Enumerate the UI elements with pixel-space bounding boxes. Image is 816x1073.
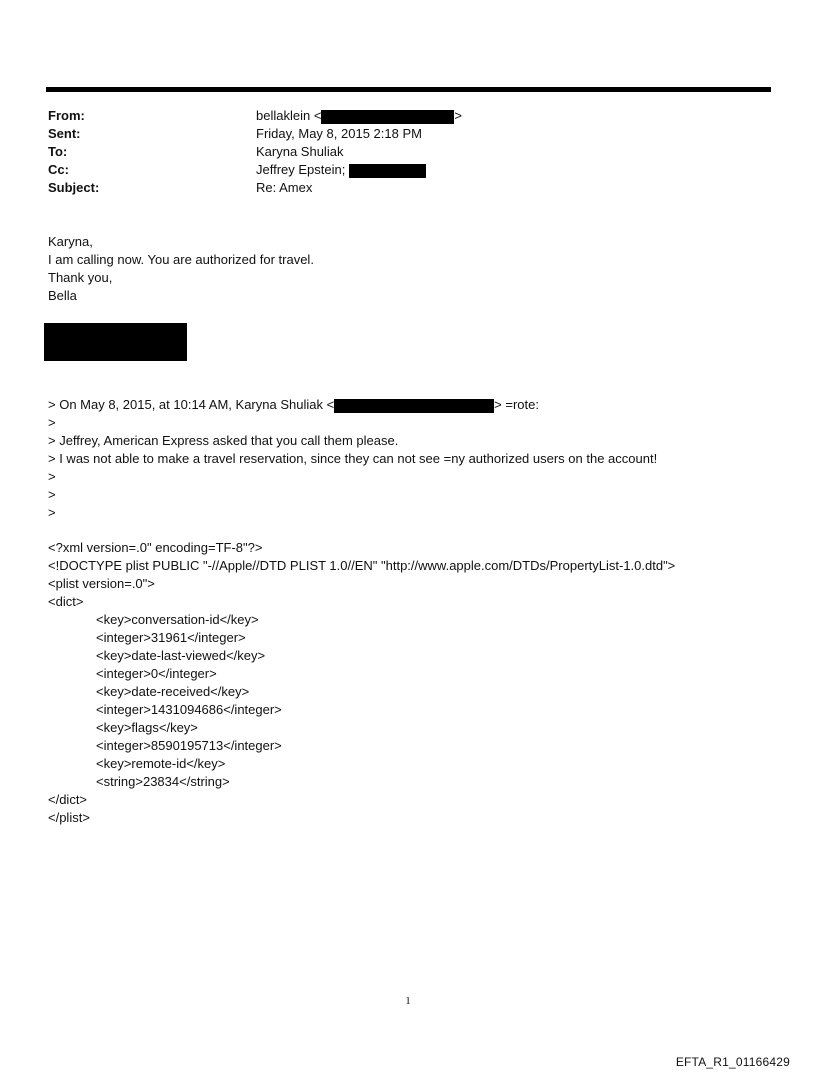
xml-line: <string>23834</string> xyxy=(96,774,230,789)
redacted-signature-block xyxy=(44,323,187,361)
cc-label: Cc: xyxy=(48,162,69,177)
quoted-line: > Jeffrey, American Express asked that you call them please. xyxy=(48,433,399,448)
from-value xyxy=(256,107,462,125)
to-label: To: xyxy=(48,144,68,159)
xml-line: <key>date-received</key> xyxy=(96,684,250,699)
from-value-prefix: bellaklein < xyxy=(256,108,322,123)
bates-number: EFTA_R1_01166429 xyxy=(675,1055,790,1069)
xml-line: </dict> xyxy=(48,792,88,807)
xml-line: <key>flags</key> xyxy=(96,720,198,735)
xml-line: <dict> xyxy=(48,594,84,609)
quoted-line: > I was not able to make a travel reservation, since they can not see =ny authorized users on the account! xyxy=(48,451,658,466)
xml-line: <integer>0</integer> xyxy=(96,666,217,681)
quoted-intro xyxy=(48,396,539,414)
redacted-email xyxy=(334,399,494,413)
xml-line: <integer>8590195713</integer> xyxy=(96,738,282,753)
header-rule xyxy=(46,87,771,92)
quoted-line: > xyxy=(48,505,56,520)
redacted-email xyxy=(321,110,454,124)
quoted-intro-prefix: > On May 8, 2015, at 10:14 AM, Karyna Shuliak < xyxy=(48,397,335,412)
body-line: I am calling now. You are authorized for travel. xyxy=(48,252,314,267)
quoted-line: > xyxy=(48,415,56,430)
xml-line: <plist version=.0"> xyxy=(48,576,155,591)
xml-line: <key>date-last-viewed</key> xyxy=(96,648,266,663)
cc-value xyxy=(256,161,426,179)
body-line: Karyna, xyxy=(48,234,93,249)
body-line: Thank you, xyxy=(48,270,113,285)
to-value: Karyna Shuliak xyxy=(256,144,344,159)
xml-line: <integer>31961</integer> xyxy=(96,630,246,645)
from-label: From: xyxy=(48,108,85,123)
page-number: 1 xyxy=(405,995,411,1007)
xml-line: </plist> xyxy=(48,810,90,825)
cc-value-prefix: Jeffrey Epstein; xyxy=(256,162,346,177)
xml-line: <!DOCTYPE plist PUBLIC "-//Apple//DTD PLIST 1.0//EN" "http://www.apple.com/DTDs/PropertyList-1.0.dtd"> xyxy=(48,558,676,573)
sent-label: Sent: xyxy=(48,126,81,141)
xml-line: <key>remote-id</key> xyxy=(96,756,226,771)
quoted-intro-suffix: > =rote: xyxy=(494,397,539,412)
redacted-cc xyxy=(349,164,426,178)
body-line: Bella xyxy=(48,288,77,303)
subject-value: Re: Amex xyxy=(256,180,313,195)
sent-value: Friday, May 8, 2015 2:18 PM xyxy=(256,126,422,141)
subject-label: Subject: xyxy=(48,180,100,195)
from-value-suffix: > xyxy=(454,108,462,123)
xml-line: <integer>1431094686</integer> xyxy=(96,702,282,717)
xml-line: <key>conversation-id</key> xyxy=(96,612,259,627)
xml-line: <?xml version=.0" encoding=TF-8"?> xyxy=(48,540,263,555)
quoted-line: > xyxy=(48,469,56,484)
quoted-line: > xyxy=(48,487,56,502)
